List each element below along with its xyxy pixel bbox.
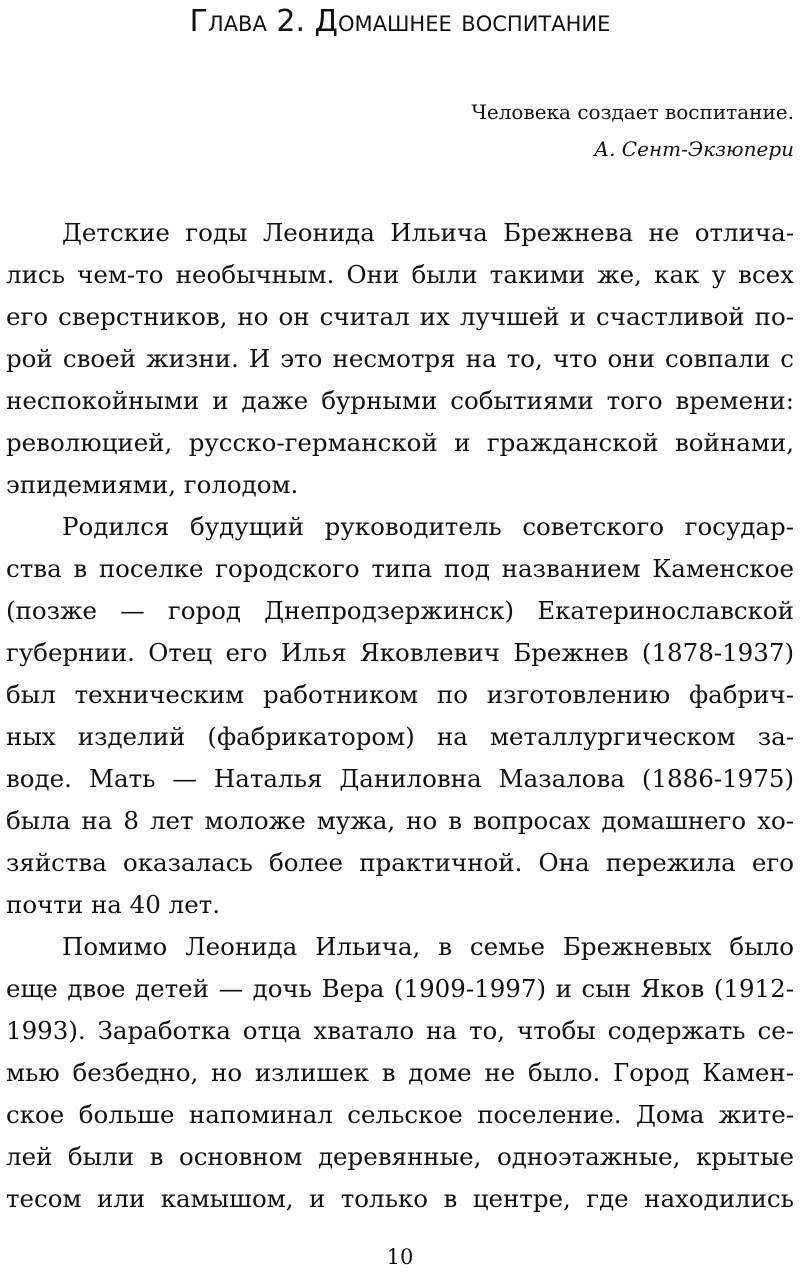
- body-text: [6, 212, 794, 1220]
- text-line: Родился будущий руководитель советского государ-: [62, 512, 794, 541]
- text-line: воде. Мать — Наталья Даниловна Мазалова (1886-1975): [6, 764, 794, 793]
- text-line: ства в поселке городского типа под названием Каменское: [6, 554, 794, 583]
- text-line: эпидемиями, голодом.: [6, 470, 299, 499]
- text-line: революцией, русско-германской и гражданской войнами,: [6, 428, 794, 457]
- epigraph: [471, 94, 794, 168]
- text-line: зяйства оказалась более практичной. Она пережила его: [6, 848, 794, 877]
- epigraph-quote: Человека создает воспитание.: [471, 100, 794, 124]
- epigraph-author: А. Сент-Экзюпери: [593, 137, 794, 161]
- text-line: ных изделий (фабрикатором) на металлургическом за-: [6, 722, 794, 751]
- text-line: Детские годы Леонида Ильича Брежнева не отлича-: [62, 218, 794, 247]
- text-line: мью безбедно, но излишек в доме не было. Город Камен-: [6, 1058, 794, 1087]
- text-line: почти на 40 лет.: [6, 890, 221, 919]
- page-number: 10: [386, 1245, 414, 1269]
- text-line: (позже — город Днепродзержинск) Екатеринославской: [6, 596, 794, 625]
- text-line: тесом или камышом, и только в центре, где находились: [6, 1184, 794, 1213]
- text-line: неспокойными и даже бурными событиями того времени:: [6, 386, 794, 415]
- text-line: была на 8 лет моложе мужа, но в вопросах домашнего хо-: [6, 806, 794, 835]
- text-line: еще двое детей — дочь Вера (1909-1997) и сын Яков (1912-: [6, 974, 794, 1003]
- text-line: был техническим работником по изготовлению фабрич-: [6, 680, 794, 709]
- text-line: рой своей жизни. И это несмотря на то, что они совпали с: [6, 344, 794, 373]
- chapter-title: Глава 2. Домашнее воспитание: [189, 4, 611, 39]
- text-line: его сверстников, но он считал их лучшей и счастливой по-: [6, 302, 794, 331]
- text-line: губернии. Отец его Илья Яковлевич Брежнев (1878-1937): [6, 638, 794, 667]
- text-line: лей были в основном деревянные, одноэтажные, крытые: [6, 1142, 794, 1171]
- text-line: Помимо Леонида Ильича, в семье Брежневых было: [62, 932, 794, 961]
- text-line: ское больше напоминал сельское поселение. Дома жите-: [6, 1100, 794, 1129]
- text-line: 1993). Заработка отца хватало на то, чтобы содержать се-: [6, 1016, 794, 1045]
- text-line: лись чем-то необычным. Они были такими же, как у всех: [6, 260, 794, 289]
